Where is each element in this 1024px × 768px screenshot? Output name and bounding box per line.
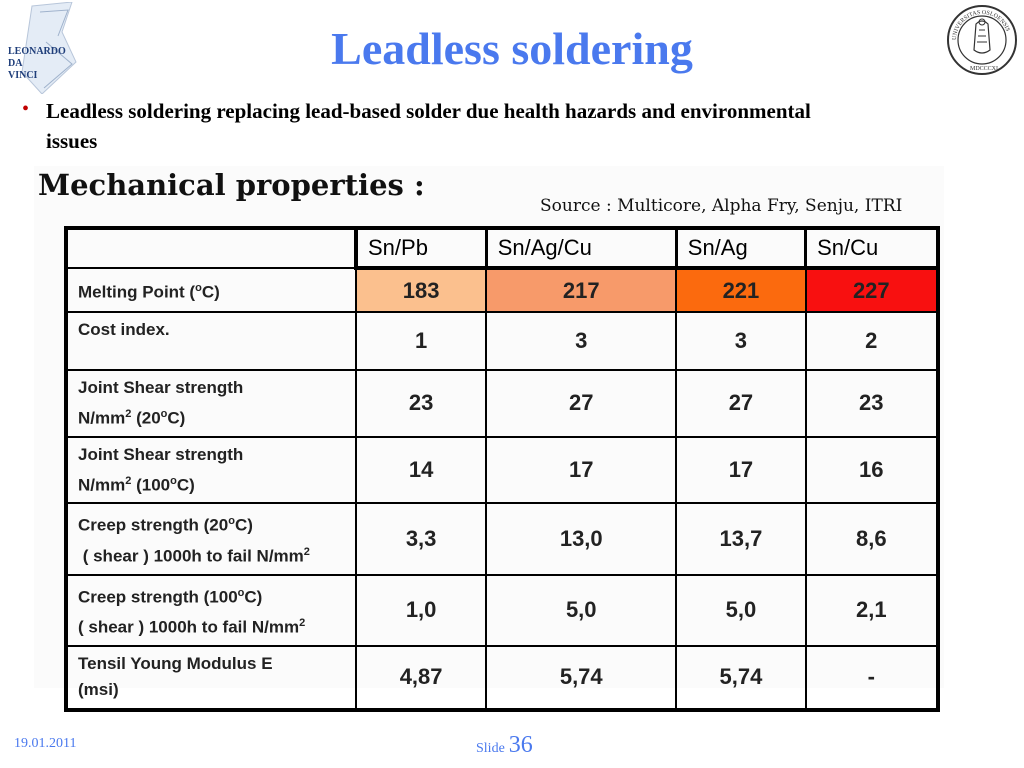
table-cell: 217 (486, 268, 676, 312)
table-cell: 16 (806, 437, 938, 504)
table-row-melting-point (66, 268, 938, 312)
table-cell: 183 (356, 268, 486, 312)
row-label: Joint Shear strength $N/mm^2$ (100$^o$C) (66, 437, 356, 504)
table-cell: 17 (486, 437, 676, 504)
row-label: Creep strength (20$^o$C) ( shear ) 1000h to fail $N/mm^2$ (66, 503, 356, 574)
bullet-dot-icon: • (22, 98, 30, 120)
table-cell: 2,1 (806, 575, 938, 646)
table-cell: 227 (806, 268, 938, 312)
row-label: Tensil Young Modulus E (msi) (66, 646, 356, 710)
table-row-shear-100 (66, 437, 938, 504)
table-row-shear-20 (66, 370, 938, 437)
table-row-creep-100 (66, 575, 938, 646)
table-row-young-modulus (66, 646, 938, 710)
table-corner-cell (66, 228, 356, 268)
table-cell: 17 (676, 437, 805, 504)
table-cell: 23 (356, 370, 486, 437)
properties-table (64, 226, 940, 712)
table-cell: 27 (676, 370, 805, 437)
table-cell: 5,74 (676, 646, 805, 710)
footer-slide-number (476, 732, 533, 759)
column-header: Sn/Ag (676, 228, 805, 268)
table-cell: 23 (806, 370, 938, 437)
table-cell: 1,0 (356, 575, 486, 646)
table-cell: 5,0 (486, 575, 676, 646)
table-cell: - (806, 646, 938, 710)
table-cell: 4,87 (356, 646, 486, 710)
table-cell: 221 (676, 268, 805, 312)
footer-date: 19.01.2011 (14, 736, 77, 751)
table-cell: 13,7 (676, 503, 805, 574)
row-label: Melting Point ($^o$C) (66, 268, 356, 312)
logo-text-3: VINCI (8, 70, 38, 81)
slide-label: Slide (476, 741, 505, 756)
figure-heading: Mechanical properties : (38, 168, 425, 202)
table-cell: 8,6 (806, 503, 938, 574)
table-cell: 13,0 (486, 503, 676, 574)
table-cell: 3 (486, 312, 676, 370)
row-label: Joint Shear strength $N/mm^2$ (20$^o$C) (66, 370, 356, 437)
svg-text:UNIVERSITAS OSLOENSIS: UNIVERSITAS OSLOENSIS (951, 9, 1011, 41)
table-cell: 5,0 (676, 575, 805, 646)
table-header-row (66, 228, 938, 268)
figure-source: Source : Multicore, Alpha Fry, Senju, ITRI (540, 196, 903, 216)
column-header: Sn/Ag/Cu (486, 228, 676, 268)
table-cell: 27 (486, 370, 676, 437)
column-header: Sn/Pb (356, 228, 486, 268)
row-label: Creep strength (100$^o$C) ( shear ) 1000h to fail $N/mm^2$ (66, 575, 356, 646)
table-cell: 3 (676, 312, 805, 370)
logo-text-2: DA (8, 58, 23, 69)
logo-text-1: LEONARDO (8, 46, 66, 57)
table-row-creep-20 (66, 503, 938, 574)
page-title: Leadless soldering (331, 23, 693, 74)
row-label: Cost index. (66, 312, 356, 370)
table-cell: 14 (356, 437, 486, 504)
table-row-cost-index (66, 312, 938, 370)
bullet-text: Leadless soldering replacing lead-based solder due health hazards and environmental issues (46, 99, 811, 153)
column-header: Sn/Cu (806, 228, 938, 268)
svg-text:MDCCCXI: MDCCCXI (970, 66, 999, 72)
mechanical-properties-figure (34, 166, 944, 700)
table-cell: 2 (806, 312, 938, 370)
table-cell: 3,3 (356, 503, 486, 574)
table-cell: 5,74 (486, 646, 676, 710)
table-cell: 1 (356, 312, 486, 370)
bullet-point (22, 96, 862, 156)
slide-number: 36 (508, 732, 533, 758)
